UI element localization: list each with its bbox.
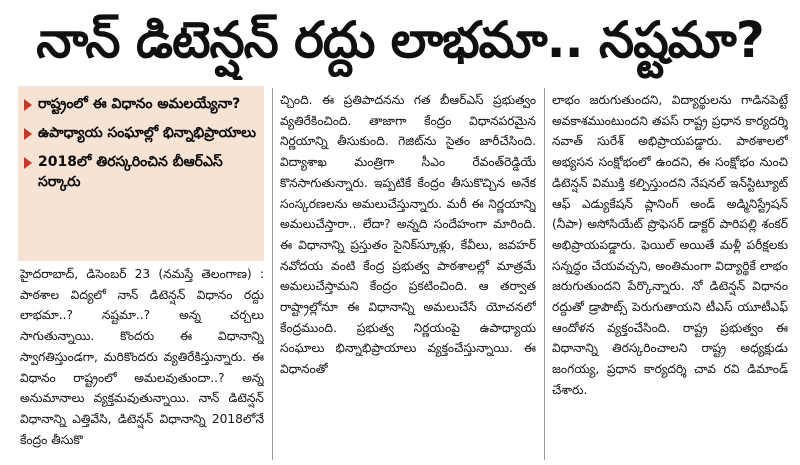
highlight-text: 2018లో తిరస్కరించిన బీఆర్ఎస్ సర్కారు — [38, 154, 223, 190]
article-column-3: లాభం జరుగుతుందని, విద్యార్థులను గాడినపెట్టే అవకాశముంటుందని తపస్ రాష్ట్ర ప్రధాన కార్యదర్శి నవాత్ సురేశ్ అభిప్రాయపడ్డారు. పాఠశాలలో అభ్యసన సంక్షోభంలో ఉందని, ఈ సంక్షోభం నుంచి డిటెన్షన్ విముక్తి కల్పిస్తుందని నేషనల్ ఇన్‌స్టిట్యూట్ ఆఫ్ ఎడ్యుకేషన్ ప్లానింగ్ అండ్ అడ్మినిస్ట్రేషన్ (నీపా) అసోసియేట్ ప్రొఫెసర్ డాక్టర్ పారిపల్లి శంకర్ అభిప్రాయపడ్డారు. ఫెయిల్ అయితే మళ్లీ పరీక్షలకు సన్నద్ధం చేయవచ్చని, అంతిమంగా విద్యార్థికే లాభం జరుగుతుందని పేర్కొన్నారు. నో డిటెన్షన్ విధానం రద్దుతో డ్రాపౌట్స్ పెరుగుతాయని టీఎస్ యూటీఎఫ్ ఆందోళన వ్యక్తంచేసింది. రాష్ట్ర ప్రభుత్వం ఈ విధానాన్ని తిరస్కరించాలని రాష్ట్ర అధ్యక్షుడు జంగయ్య, ప్రధాన కార్యదర్శి చావ రవి డిమాండ్ చేశారు. — [552, 93, 788, 397]
bullet-arrow-icon — [24, 128, 32, 140]
column-divider — [544, 88, 545, 460]
highlight-text: ఉపాధ్యాయ సంఘాల్లో భిన్నాభిప్రాయాలు — [38, 125, 256, 141]
article-column-2: చ్చింది. ఈ ప్రతిపాదనను గత బీఆర్ఎస్ ప్రభుత్వం వ్యతిరేకించింది. తాజాగా కేంద్రం విధానపరమైన నిర్ణయాన్ని తీసుకుంది. గెజిట్‌ను సైతం జారీచేసింది. విద్యాశాఖ మంత్రిగా సీఎం రేవంత్‌రెడ్డియే కొనసాగుతున్నారు. ఇప్పటికే కేంద్రం తీసుకొచ్చిన అనేక సంస్కరణలను అమలుచేస్తున్నారు. మరీ ఈ నిర్ణయాన్ని అమలుచేస్తారా.. లేదా? అన్నది సందేహంగా మారింది. ఈ విధానాన్ని ప్రస్తుతం సైనిక్‌స్కూళ్లు, కేవీలు, జవహర్ నవోదయ వంటి కేంద్ర ప్రభుత్వ పాఠశాలల్లో మాత్రమే అమలుచేస్తామని కేంద్రం ప్రకటించింది. ఆ తర్వాత రాష్ట్రాల్లోనూ ఈ విధానాన్ని అమలుచేసే యోచనలో కేంద్రముంది. ప్రభుత్వ నిర్ణయంపై ఉపాధ్యాయ సంఘాలు భిన్నాభిప్రాయాలు వ్యక్తంచేస్తున్నాయి. ఈ విధానంతో — [280, 93, 536, 377]
highlight-item — [24, 152, 258, 192]
bullet-arrow-icon — [24, 157, 32, 169]
highlight-item — [24, 123, 258, 143]
column-divider — [272, 88, 273, 460]
highlight-item — [24, 94, 258, 114]
article-column-1: హైదరాబాద్, డిసెంబర్ 23 (నమస్తే తెలంగాణ) : పాఠశాల విద్యలో నాన్ డిటెన్షన్ విధానం రద్దు లాభమా..? నష్టమా..? అన్న చర్చలు సాగుతున్నాయి. కొందరు ఈ విధానాన్ని స్వాగతిస్తుండగా, మరికొందరు వ్యతిరేకిస్తున్నారు. ఈ విధానం రాష్ట్రంలో అమలవుతుందా..? అన్న అనుమానాలు వ్యక్తమవుతున్నాయి. నాన్ డిటెన్షన్ విధానాన్ని ఎత్తివేసి, డిటెన్షన్ విధానాన్ని 2018లోనే కేంద్రం తీసుకొ — [20, 267, 264, 447]
highlight-text: రాష్ట్రంలో ఈ విధానం అమలయ్యేనా? — [38, 96, 241, 112]
highlights-box — [18, 86, 264, 261]
bullet-arrow-icon — [24, 99, 32, 111]
headline: నాన్ డిటెన్షన్ రద్దు లాభమా.. నష్టమా? — [36, 11, 764, 69]
